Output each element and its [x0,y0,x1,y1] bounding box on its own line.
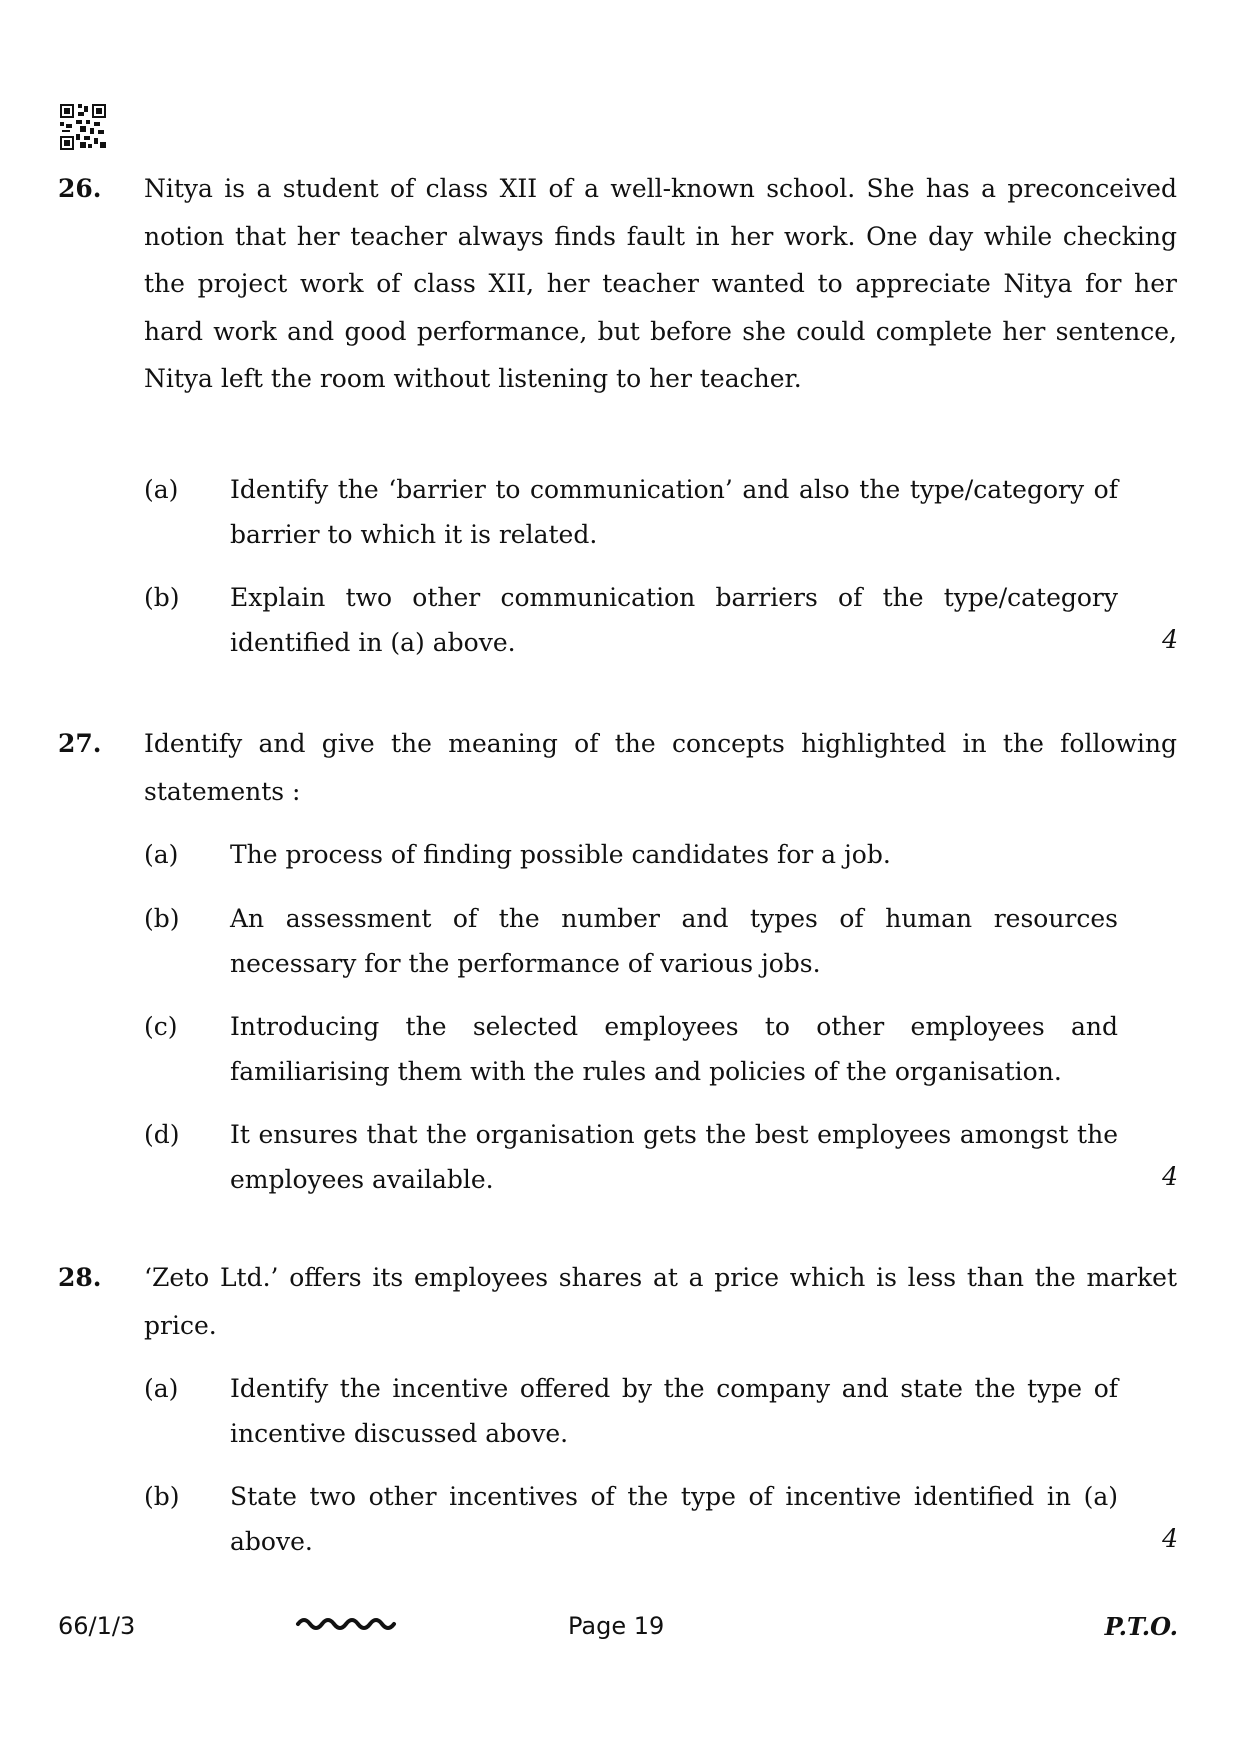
marks-label: 4 [1162,1524,1178,1553]
paper-code: 66/1/3 [58,1612,136,1640]
sub-question-text: State two other incentives of the type of incentive identified in (a) above. [230,1482,1118,1556]
sub-question-label: (c) [144,1012,178,1041]
sub-question-text: An assessment of the number and types of human resources necessary for the performance of various jobs. [230,904,1118,978]
sub-question-label: (b) [144,1482,180,1511]
qr-code-icon [60,104,106,150]
question-27 [58,720,1178,1200]
page-number: Page 19 [568,1612,665,1640]
pto-label: P.T.O. [1104,1612,1178,1641]
question-26 [58,165,1178,655]
sub-question-label: (a) [144,840,179,869]
page-footer [58,1612,1178,1652]
sub-question-text: The process of finding possible candidates for a job. [230,840,891,869]
tilde-ornament-icon [238,1604,398,1644]
sub-question-text: Introducing the selected employees to other employees and familiarising them with the rules and policies of the organisation. [230,1012,1118,1086]
sub-question-text: Identify the incentive offered by the company and state the type of incentive discussed above. [230,1374,1118,1448]
question-text: Identify and give the meaning of the concepts highlighted in the following statements : [144,729,1177,806]
sub-question-text: Explain two other communication barriers of the type/category identified in (a) above. [230,583,1118,657]
marks-label: 4 [1162,625,1178,654]
sub-question-label: (a) [144,1374,179,1403]
question-number: 27. [58,729,102,758]
sub-question-label: (a) [144,475,179,504]
sub-question-text: Identify the ‘barrier to communication’ and also the type/category of barrier to which it is related. [230,475,1118,549]
question-28 [58,1254,1178,1554]
question-text: Nitya is a student of class XII of a well-known school. She has a preconceived notion that her teacher always finds fault in her work. One day while checking the project work of class XII, her teacher wanted to appreciate Nitya for her hard work and good performance, but before she could complete her sentence, Nitya left the room without listening to her teacher. [144,174,1177,393]
sub-question-label: (b) [144,583,180,612]
question-number: 28. [58,1263,102,1292]
sub-question-text: It ensures that the organisation gets the best employees amongst the employees available. [230,1120,1118,1194]
sub-question-label: (b) [144,904,180,933]
question-number: 26. [58,174,102,203]
sub-question-label: (d) [144,1120,180,1149]
marks-label: 4 [1162,1162,1178,1191]
question-text: ‘Zeto Ltd.’ offers its employees shares at a price which is less than the market price. [144,1263,1177,1340]
